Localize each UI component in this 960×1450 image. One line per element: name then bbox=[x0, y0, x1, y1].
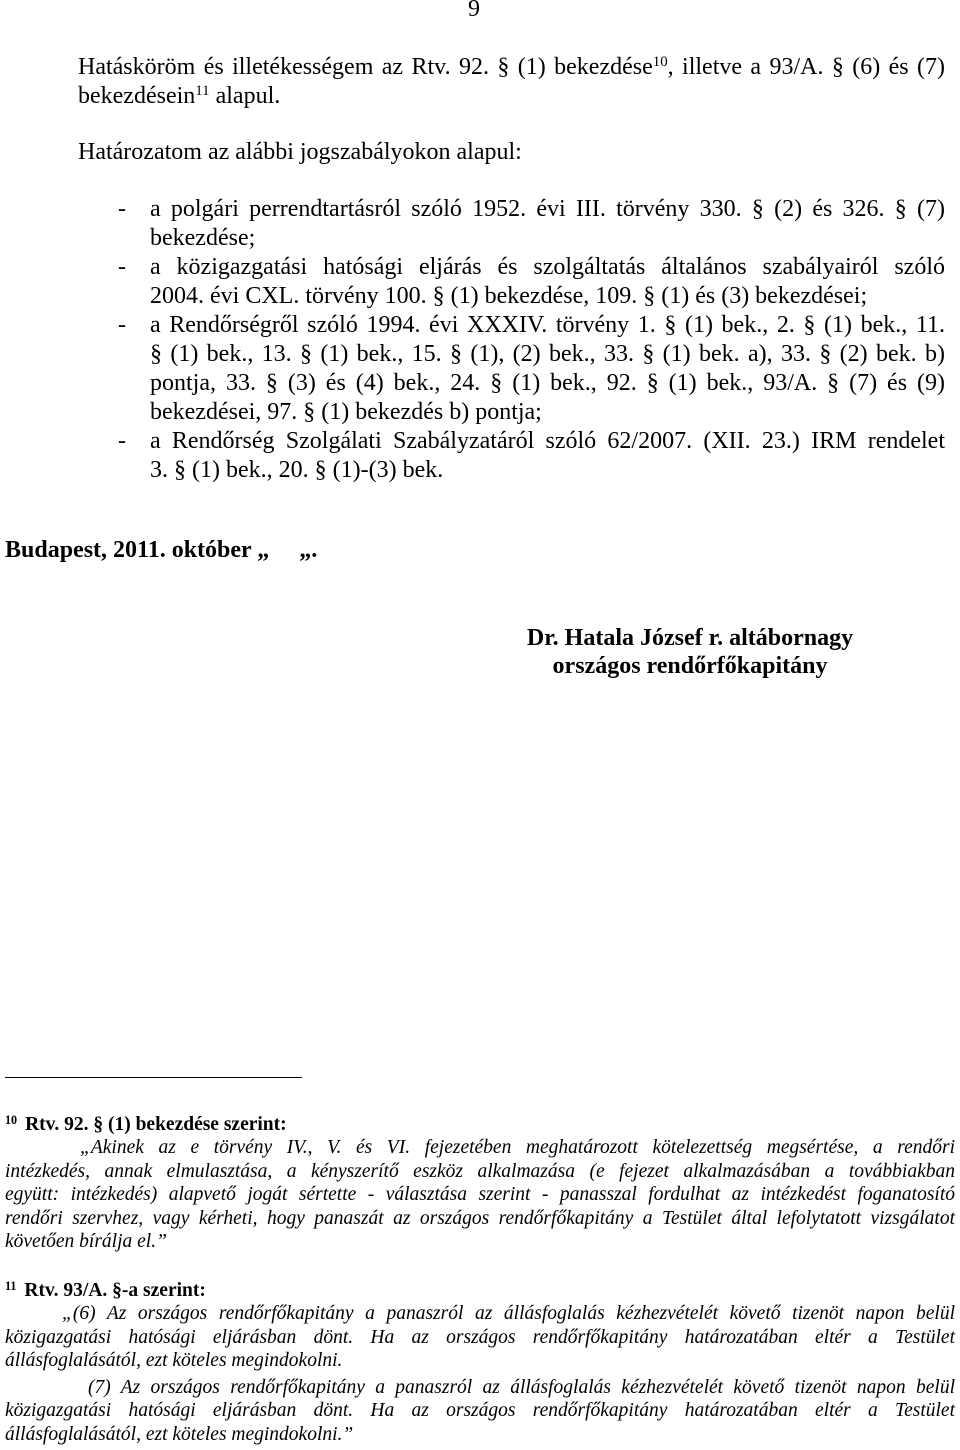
signature-block bbox=[490, 624, 890, 680]
footnote-line: közigazgatási hatósági eljárásban dönt. Ha az országos rendőrfőkapitány határozatában eltér a Testület bbox=[5, 1400, 955, 1422]
list-line: a közigazgatási hatósági eljárás és szolgáltatás általános szabályairól szóló bbox=[150, 254, 945, 280]
signatory-name: Dr. Hatala József r. altábornagy bbox=[526, 625, 854, 651]
legal-basis-list bbox=[118, 195, 945, 485]
page-number: 9 bbox=[468, 0, 480, 22]
list-line: § (1) bek., 13. § (1) bek., 15. § (1), (2) bek., 33. § (1) bek. a), 33. § (2) bek. b) bbox=[150, 341, 945, 367]
competence-text: , illetve a 93/A. § (6) és (7) bbox=[667, 54, 946, 80]
footnote-heading bbox=[5, 1279, 955, 1302]
list-item bbox=[118, 311, 945, 427]
footnote-line: együtt: intézkedés) alapvető jogát sértette - választása szerint - panasszal fordulhat az intézkedést foganatosító bbox=[5, 1184, 955, 1206]
list-line: 3. § (1) bek., 20. § (1)-(3) bek. bbox=[150, 457, 444, 483]
bullet-dash: - bbox=[118, 312, 126, 338]
list-item bbox=[118, 195, 945, 253]
competence-text: bekezdésein bbox=[78, 83, 196, 109]
list-line: pontja, 33. § (3) és (4) bek., 24. § (1) bek., 92. § (1) bek., 93/A. § (7) és (9) bbox=[150, 370, 945, 396]
competence-text: Hatásköröm és illetékességem az Rtv. 92. § (1) bekezdése bbox=[78, 54, 653, 80]
footnote-line: közigazgatási hatósági eljárásban dönt. Ha az országos rendőrfőkapitány határozatában eltér a Testület bbox=[5, 1326, 955, 1348]
footnote-line: állásfoglalásától, ezt köteles megindokolni. bbox=[5, 1350, 343, 1372]
footnote-number: 10 bbox=[5, 1112, 18, 1127]
list-item bbox=[118, 253, 945, 311]
competence-paragraph bbox=[78, 53, 945, 111]
footnote-heading-text: Rtv. 92. § (1) bekezdése szerint: bbox=[25, 1114, 287, 1135]
footnote-line: (7) Az országos rendőrfőkapitány a panaszról az állásfoglalás kézhezvételét követő tizenöt napon belül bbox=[88, 1377, 955, 1398]
footnote-line: rendőri szervhez, vagy kérheti, hogy panaszát az országos rendőrfőkapitány a Testület által lefolytatott vizsgálatot bbox=[5, 1207, 955, 1229]
competence-line bbox=[78, 82, 945, 111]
footnote-ref: 10 bbox=[652, 54, 668, 71]
list-line: bekezdései, 97. § (1) bekezdés b) pontja; bbox=[150, 399, 542, 425]
place-date: Budapest, 2011. október „ „. bbox=[5, 537, 318, 563]
list-line: a Rendőrségről szóló 1994. évi XXXIV. törvény 1. § (1) bek., 2. § (1) bek., 11. bbox=[150, 312, 945, 338]
footnote-line: követően bírálja el.” bbox=[5, 1231, 167, 1253]
list-line: a polgári perrendtartásról szóló 1952. évi III. törvény 330. § (2) és 326. § (7) bbox=[150, 196, 945, 222]
list-line: a Rendőrség Szolgálati Szabályzatáról szóló 62/2007. (XII. 23.) IRM rendelet bbox=[150, 428, 945, 454]
bullet-dash: - bbox=[118, 254, 126, 280]
competence-text: alapul. bbox=[209, 83, 281, 109]
bullet-dash: - bbox=[118, 196, 126, 222]
footnote-body bbox=[5, 1136, 955, 1253]
legal-basis-heading: Határozatom az alábbi jogszabályokon alapul: bbox=[78, 139, 522, 165]
footnote-heading bbox=[5, 1113, 955, 1136]
signatory-title: országos rendőrfőkapitány bbox=[552, 653, 828, 679]
footnote-paragraph bbox=[5, 1302, 955, 1372]
footnote-line: állásfoglalásától, ezt köteles megindokolni.” bbox=[5, 1423, 354, 1445]
footnote-line: „Akinek az e törvény IV., V. és VI. fejezetében meghatározott kötelezettség megsértése, a rendőri bbox=[80, 1137, 955, 1159]
footnote-line: intézkedés, annak elmulasztása, a kényszerítő eszköz alkalmazása (e fejezet alkalmazásában a továbbiakban bbox=[5, 1160, 955, 1182]
footnote-paragraph bbox=[5, 1376, 955, 1446]
list-item bbox=[118, 427, 945, 485]
list-line: bekezdése; bbox=[150, 225, 256, 251]
footnote-ref: 11 bbox=[195, 83, 210, 100]
bullet-dash: - bbox=[118, 428, 126, 454]
footnote-line: „(6) Az országos rendőrfőkapitány a panaszról az állásfoglalás kézhezvételét követő tizenöt napon belül bbox=[62, 1303, 955, 1325]
footnote-separator bbox=[5, 1077, 302, 1078]
list-line: 2004. évi CXL. törvény 100. § (1) bekezdése, 109. § (1) és (3) bekezdései; bbox=[150, 283, 868, 309]
footnote-heading-text: Rtv. 93/A. §-a szerint: bbox=[24, 1280, 206, 1301]
footnote-number: 11 bbox=[5, 1278, 17, 1293]
competence-line bbox=[78, 53, 945, 82]
